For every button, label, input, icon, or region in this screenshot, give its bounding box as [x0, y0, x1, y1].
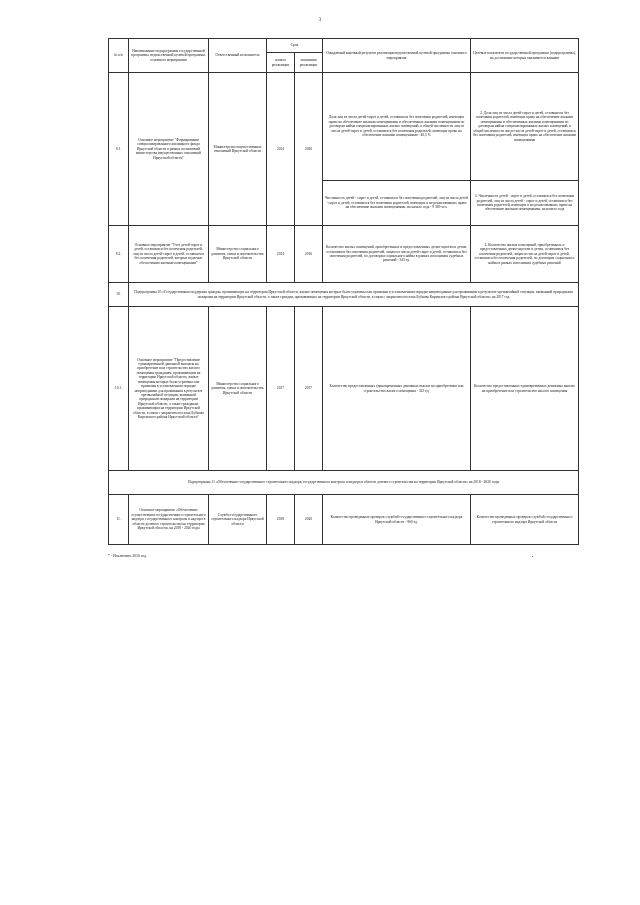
section-title: Подпрограмма 10 «Государственная поддержка граждан, проживающих на территории Иркутской области, жилые помещения которых были утрачены или признаны в установленном порядке непригодными для проживания в результате чрезвычайной ситуации, вызванной природными пожарами на территории Иркутской области, а также граждан, проживающих на территории Иркутской области, в связи с закрытием поселка Бубнова Киренского района Иркутской области» на 2017 год — [129, 283, 579, 307]
row-name: Основное мероприятие «Обеспечение осуществления государственного строительного надзора, государственного контроля и надзора в области долевого строительства на территории Иркутской области» на 2018 - 2020 годы — [129, 495, 209, 545]
row-name: Основное мероприятие "Формирование специализированного жилищного фонда Иркутской области в рамках полномочий министерства имущественных отношений Иркутской области" — [129, 73, 209, 226]
row-indicator: 3. Численность детей - сирот и детей, оставшихся без попечения родителей, лиц из числа детей - сирот и детей, оставшихся без попечения родителей, имеющих и не реализовавших право на обеспечение жилыми помещениями, на начало года — [471, 181, 579, 226]
section-num: 10. — [109, 283, 129, 307]
row-indicator: 4. Количество жилых помещений, приобретенных и предоставленных детям-сиротам и детям, оставшимся без попечения родителей, лицам из числа детей-сирот и детей, оставшихся без попечения родителей, по договорам социального найма в рамках исполнения судебных решений — [471, 226, 579, 283]
row-result: Количество проведенных проверок службой государственного строительного надзора Иркутской области - 960 ед. — [323, 495, 471, 545]
table-row — [109, 307, 579, 471]
header-start: начала реализации — [267, 53, 295, 73]
header-term: Срок — [267, 39, 323, 53]
row-indicator: Количество проведенных проверок службой государственного строительного надзора Иркутской области — [471, 495, 579, 545]
row-end: 2020 — [295, 495, 323, 545]
table-row — [109, 226, 579, 283]
section-row — [109, 283, 579, 307]
row-num: 8.1. — [109, 73, 129, 226]
program-table — [108, 38, 579, 545]
table-row — [109, 495, 579, 545]
row-responsible: Министерство социального развития, опеки и попечительства Иркутской области — [209, 307, 267, 471]
row-start: 2014 — [267, 226, 295, 283]
footnote: * - Исключить 2016 год. — [108, 554, 147, 558]
row-result: Численность детей - сирот и детей, оставшихся без попечения родителей, лиц из числа детей - сирот и детей, оставшихся без попечения родителей, имеющих и не реализовавших право на обеспечение жилыми помещениями, на начало года - 9 369 чел. — [323, 181, 471, 226]
row-result: Доля лиц из числа детей-сирот и детей, оставшихся без попечения родителей, имеющих право на обеспечение жилыми помещениями и обеспеченных жилыми помещениями по договорам найма специализированных жилых помещений, в общей численности лиц из числа детей-сирот и детей, оставшихся без попечения родителей, имеющих право на обеспечение жилыми помещениями - 40,5 % — [323, 73, 471, 181]
row-name: Основное мероприятие "Учет детей-сирот и детей, оставшихся без попечения родителей, лиц из числа детей-сирот и детей, оставшихся без попечения родителей, которые подлежат обеспечению жилыми помещениями" — [129, 226, 209, 283]
section-row — [109, 471, 579, 495]
row-end: 2016 — [295, 226, 323, 283]
row-indicator: 2. Доля лиц из числа детей-сирот и детей, оставшихся без попечения родителей, имеющих право на обеспечение жилыми помещениями и обеспеченных жилыми помещениями по договорам найма специализированных жилых помещений, в общей численности лиц из числа детей-сирот и детей, оставшихся без попечения родителей, имеющих право на обеспечение жилыми помещениями — [471, 73, 579, 181]
header-indicators: Целевые показатели государственной программы (подпрограммы), на достижение которых оказывается влияние — [471, 39, 579, 73]
row-result: Количество жилых помещений, приобретенных и предоставленных детям-сиротам и детям, оставшимся без попечения родителей, лицам из числа детей-сирот и детей, оставшихся без попечения родителей, по договорам социального найма в рамках исполнения судебных решений - 343 ед. — [323, 226, 471, 283]
row-num: 11. — [109, 495, 129, 545]
row-end: 2020 — [295, 73, 323, 226]
row-result: Количество предоставленных единовременных денежных выплат на приобретение или строительство жилого помещения - 325 ед. — [323, 307, 471, 471]
page-number: 3 — [318, 18, 322, 23]
row-responsible: Министерство имущественных отношений Иркутской области — [209, 73, 267, 226]
header-responsible: Ответственный исполнитель — [209, 39, 267, 73]
header-num: № п/п — [109, 39, 129, 73]
header-name: Наименование подпрограммы государственной программы, ведомственной целевой программы, основного мероприятия — [129, 39, 209, 73]
row-end: 2017 — [295, 307, 323, 471]
row-responsible: Министерство социального развития, опеки и попечительства Иркутской области — [209, 226, 267, 283]
row-indicator: Количество предоставленных единовременных денежных выплат на приобретение или строительство жилого помещения — [471, 307, 579, 471]
row-num: 10.1. — [109, 307, 129, 471]
row-num: 8.2. — [109, 226, 129, 283]
row-name: Основное мероприятие "Предоставление единовременной денежной выплаты на приобретение или строительство жилого помещения гражданам, проживающим на территории Иркутской области, жилые помещения которых были утрачены или признаны в установленном порядке непригодными для проживания в результате чрезвычайной ситуации, вызванной природными пожарами на территории Иркутской области, а также гражданам, проживающим на территории Иркутской области, в связи с закрытием поселка Бубнова Киренского района Иркутской области" — [129, 307, 209, 471]
row-start: 2018 — [267, 495, 295, 545]
stray-mark — [532, 556, 533, 557]
table-row — [109, 73, 579, 181]
header-result: Ожидаемый конечный результат реализации ведомственной целевой программы основного мероприятия — [323, 39, 471, 73]
row-start: 2014 — [267, 73, 295, 226]
table-header-row — [109, 39, 579, 53]
section-title: Подпрограмма 11 «Обеспечение государственного строительного надзора, государственного контроля и надзора в области долевого строительства на территории Иркутской области» на 2018 - 2020 годы — [109, 471, 579, 495]
row-start: 2017 — [267, 307, 295, 471]
header-end: окончания реализации — [295, 53, 323, 73]
row-responsible: Служба государственного строительного надзора Иркутской области — [209, 495, 267, 545]
